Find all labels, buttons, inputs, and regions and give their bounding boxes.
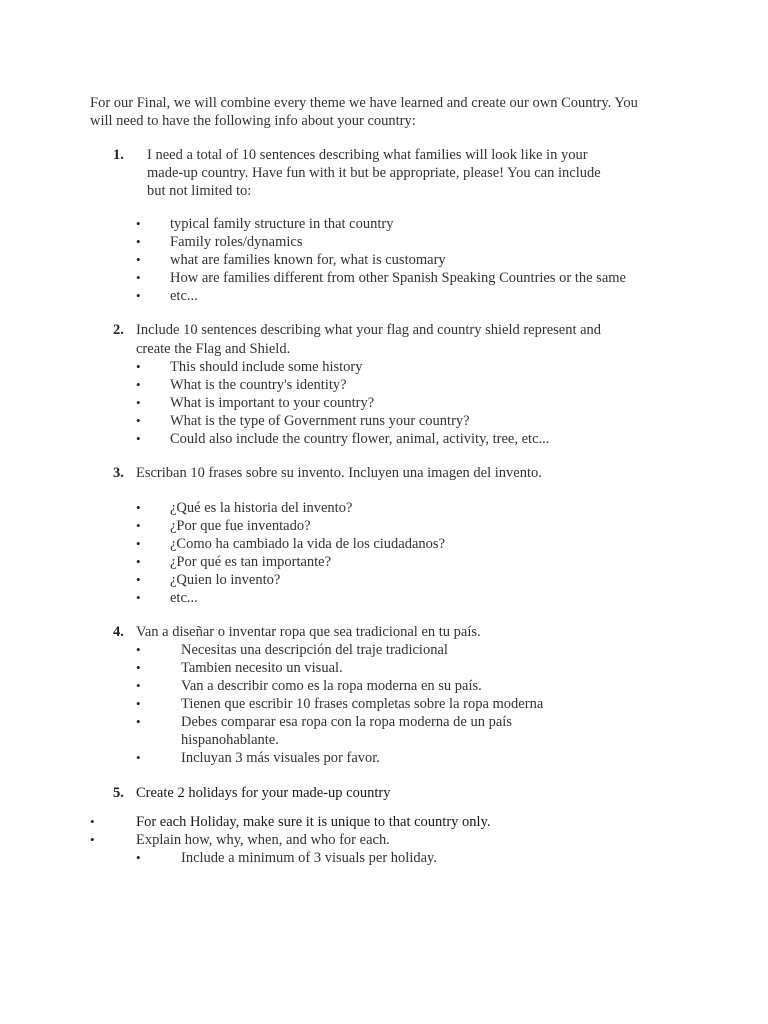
section-3-bullet-5: ¿Quien lo invento? — [170, 572, 281, 588]
section-3-bullet-3: ¿Como ha cambiado la vida de los ciudadanos? — [170, 536, 446, 552]
bullet-dot: • — [136, 750, 141, 765]
section-2-bullet-1: This should include some history — [170, 359, 363, 375]
section-5-bullet-3: Include a minimum of 3 visuals per holiday. — [181, 850, 437, 866]
bullet-dot: • — [90, 814, 95, 829]
section-2-bullet-4: What is the type of Government runs your country? — [170, 413, 470, 429]
bullet-dot: • — [136, 590, 141, 605]
bullet-dot: • — [136, 270, 141, 285]
section-3-text-1: Escriban 10 frases sobre su invento. Incluyen una imagen del invento. — [136, 465, 542, 481]
section-3-bullet-2: ¿Por que fue inventado? — [170, 518, 311, 534]
section-2-text-1: Include 10 sentences describing what your flag and country shield represent and — [136, 322, 602, 338]
bullet-dot: • — [136, 377, 141, 392]
section-3-bullet-6: etc... — [170, 590, 198, 606]
section-4-bullet-4: Tienen que escribir 10 frases completas sobre la ropa moderna — [181, 696, 544, 712]
bullet-dot: • — [136, 850, 141, 865]
bullet-dot: • — [136, 431, 141, 446]
section-5-bullet-1: For each Holiday, make sure it is unique to that country only. — [136, 814, 491, 830]
section-1-bullet-1: typical family structure in that country — [170, 216, 394, 232]
bullet-dot: • — [136, 696, 141, 711]
bullet-dot: • — [136, 359, 141, 374]
section-1-bullet-4: How are families different from other Spanish Speaking Countries or the same — [170, 270, 626, 286]
bullet-dot: • — [136, 252, 141, 267]
section-4-text-1: Van a diseñar o inventar ropa que sea tradicional en tu país. — [136, 624, 481, 640]
bullet-dot: • — [136, 288, 141, 303]
intro-line-2: will need to have the following info about your country: — [90, 113, 416, 129]
section-4-bullet-1: Necesitas una descripción del traje tradicional — [181, 642, 448, 658]
bullet-dot: • — [136, 660, 141, 675]
section-2-bullet-3: What is important to your country? — [170, 395, 375, 411]
section-1-bullet-2: Family roles/dynamics — [170, 234, 303, 250]
section-3-number: 3. — [113, 465, 124, 481]
bullet-dot: • — [136, 216, 141, 231]
bullet-dot: • — [136, 714, 141, 729]
bullet-dot: • — [136, 395, 141, 410]
bullet-dot: • — [136, 234, 141, 249]
section-1-text-1: I need a total of 10 sentences describing what families will look like in your — [147, 147, 588, 163]
section-4-bullet-6: Incluyan 3 más visuales por favor. — [181, 750, 380, 766]
section-1-text-3: but not limited to: — [147, 183, 252, 199]
section-4-bullet-3: Van a describir como es la ropa moderna en su país. — [181, 678, 482, 694]
section-1-bullet-3: what are families known for, what is customary — [170, 252, 446, 268]
section-4-number: 4. — [113, 624, 124, 640]
section-1-text-2: made-up country. Have fun with it but be appropriate, please! You can include — [147, 165, 601, 181]
section-5-text-1: Create 2 holidays for your made-up country — [136, 785, 391, 801]
bullet-dot: • — [136, 642, 141, 657]
section-1-bullet-5: etc... — [170, 288, 198, 304]
section-2-number: 2. — [113, 322, 124, 338]
section-2-bullet-5: Could also include the country flower, animal, activity, tree, etc... — [170, 431, 550, 447]
bullet-dot: • — [90, 832, 95, 847]
section-3-bullet-1: ¿Qué es la historia del invento? — [170, 500, 353, 516]
bullet-dot: • — [136, 413, 141, 428]
section-4-bullet-5: Debes comparar esa ropa con la ropa moderna de un país — [181, 714, 512, 730]
section-2-text-2: create the Flag and Shield. — [136, 341, 291, 357]
bullet-dot: • — [136, 572, 141, 587]
bullet-dot: • — [136, 500, 141, 515]
section-4-bullet-2: Tambien necesito un visual. — [181, 660, 343, 676]
bullet-dot: • — [136, 518, 141, 533]
section-5-bullet-2: Explain how, why, when, and who for each. — [136, 832, 390, 848]
section-3-bullet-4: ¿Por qué es tan importante? — [170, 554, 332, 570]
bullet-dot: • — [136, 536, 141, 551]
section-1-number: 1. — [113, 147, 124, 163]
section-4-bullet-5-continuation: hispanohablante. — [181, 732, 279, 748]
section-5-number: 5. — [113, 785, 124, 801]
bullet-dot: • — [136, 678, 141, 693]
section-2-bullet-2: What is the country's identity? — [170, 377, 347, 393]
bullet-dot: • — [136, 554, 141, 569]
intro-line-1: For our Final, we will combine every theme we have learned and create our own Country. You — [90, 95, 638, 111]
